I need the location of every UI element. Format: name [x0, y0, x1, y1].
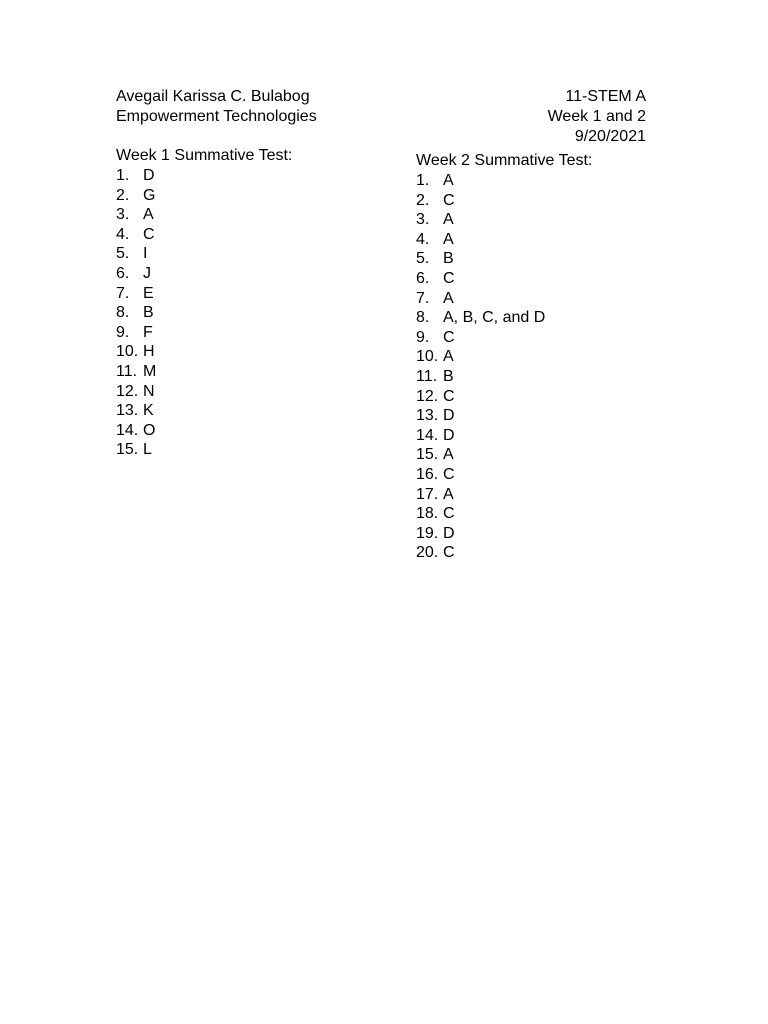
answer-value: A — [443, 211, 454, 229]
answer-number: 8. — [416, 309, 430, 327]
answer-item — [416, 347, 592, 367]
answer-value: A — [443, 172, 454, 189]
student-name: Avegail Karissa C. Bulabog — [116, 88, 310, 105]
header-left-block — [116, 87, 317, 127]
answer-value: A — [443, 230, 454, 248]
answer-number: 17. — [416, 485, 439, 503]
answer-number: 11. — [116, 362, 138, 380]
answer-number: 8. — [116, 304, 130, 322]
answer-number: 5. — [116, 245, 130, 263]
answer-number: 4. — [116, 225, 130, 243]
answer-value: C — [443, 328, 455, 346]
answer-value: C — [143, 225, 155, 243]
answer-value: B — [143, 304, 154, 322]
answer-item — [416, 524, 592, 544]
week2-title: Week 2 Summative Test: — [416, 152, 593, 169]
answer-value: A — [443, 446, 454, 464]
answer-item — [416, 171, 592, 191]
answer-item — [416, 485, 592, 505]
answer-value: A — [443, 348, 454, 366]
answer-value: C — [443, 191, 455, 209]
answer-item — [416, 191, 592, 211]
subject-name: Empowerment Technologies — [116, 108, 317, 125]
answer-item — [116, 342, 292, 362]
answer-item — [416, 504, 592, 524]
answer-item — [416, 426, 592, 446]
answer-value: A, B, C, and D — [443, 309, 546, 327]
answer-value: I — [143, 245, 148, 263]
answer-item — [116, 284, 292, 304]
answer-number: 10. — [416, 348, 439, 366]
weeks-label: Week 1 and 2 — [547, 108, 646, 125]
answer-item — [116, 323, 292, 343]
answer-number: 1. — [116, 167, 130, 184]
answer-value: M — [143, 362, 157, 380]
answer-value: N — [143, 382, 155, 400]
answer-item — [116, 440, 292, 460]
answer-value: D — [443, 524, 455, 542]
date-label: 9/20/2021 — [574, 128, 646, 145]
answer-value: O — [143, 421, 156, 439]
answer-item — [416, 465, 592, 485]
week1-title: Week 1 Summative Test: — [116, 147, 293, 164]
answer-value: E — [143, 284, 154, 302]
answer-item — [116, 244, 292, 264]
answer-number: 9. — [416, 328, 430, 346]
answer-value: C — [443, 505, 455, 523]
answer-value: K — [143, 402, 154, 420]
answer-number: 4. — [416, 230, 430, 248]
answer-item — [116, 362, 292, 382]
answer-item — [116, 382, 292, 402]
answer-number: 12. — [116, 382, 139, 400]
answer-number: 20. — [416, 544, 439, 562]
week1-summative-test — [116, 146, 292, 460]
answer-number: 14. — [416, 426, 439, 444]
answer-number: 5. — [416, 250, 430, 268]
answer-number: 15. — [416, 446, 439, 464]
answer-item — [416, 230, 592, 250]
answer-item — [116, 166, 292, 186]
answer-value: A — [443, 289, 454, 307]
answer-value: F — [143, 323, 153, 341]
week2-summative-test — [416, 151, 592, 563]
answer-item — [416, 387, 592, 407]
section-label: 11-STEM A — [565, 88, 646, 105]
answer-item — [416, 406, 592, 426]
answer-item — [416, 308, 592, 328]
answer-value: L — [143, 441, 152, 459]
answer-value: A — [443, 485, 454, 503]
answer-item — [116, 186, 292, 206]
answer-item — [116, 264, 292, 284]
answer-item — [416, 249, 592, 269]
answer-item — [416, 543, 592, 563]
answer-value: J — [143, 264, 151, 282]
answer-value: D — [143, 167, 155, 184]
answer-number: 6. — [416, 269, 430, 287]
answer-number: 19. — [416, 524, 439, 542]
answer-item — [416, 328, 592, 348]
answer-item — [416, 367, 592, 387]
answer-value: C — [443, 544, 455, 562]
header-right-block — [548, 87, 646, 147]
answer-number: 12. — [416, 387, 439, 405]
answer-item — [416, 445, 592, 465]
answer-number: 2. — [116, 186, 130, 204]
answer-number: 18. — [416, 505, 439, 523]
answer-item — [116, 303, 292, 323]
answer-item — [116, 421, 292, 441]
answer-value: C — [443, 465, 455, 483]
answer-value: D — [443, 426, 455, 444]
answer-number: 9. — [116, 323, 130, 341]
answer-value: C — [443, 269, 455, 287]
week2-answer-list — [416, 171, 592, 563]
answer-number: 7. — [416, 289, 430, 307]
answer-item — [116, 401, 292, 421]
answer-item — [416, 269, 592, 289]
week1-answer-list — [116, 166, 292, 460]
answer-value: C — [443, 387, 455, 405]
answer-number: 2. — [416, 191, 430, 209]
answer-value: A — [143, 206, 154, 224]
answer-number: 1. — [416, 172, 430, 189]
answer-number: 10. — [116, 343, 139, 361]
answer-number: 3. — [116, 206, 130, 224]
answer-item — [116, 205, 292, 225]
answer-number: 7. — [116, 284, 130, 302]
answer-value: G — [143, 186, 156, 204]
answer-number: 15. — [116, 441, 139, 459]
answer-number: 13. — [116, 402, 139, 420]
answer-number: 6. — [116, 264, 130, 282]
answer-item — [416, 289, 592, 309]
answer-value: B — [443, 250, 454, 268]
answer-item — [416, 210, 592, 230]
answer-item — [116, 225, 292, 245]
answer-value: D — [443, 407, 455, 425]
answer-number: 11. — [416, 367, 438, 385]
answer-number: 13. — [416, 407, 439, 425]
answer-number: 3. — [416, 211, 430, 229]
answer-number: 16. — [416, 465, 439, 483]
answer-value: H — [143, 343, 155, 361]
answer-number: 14. — [116, 421, 139, 439]
answer-value: B — [443, 367, 454, 385]
